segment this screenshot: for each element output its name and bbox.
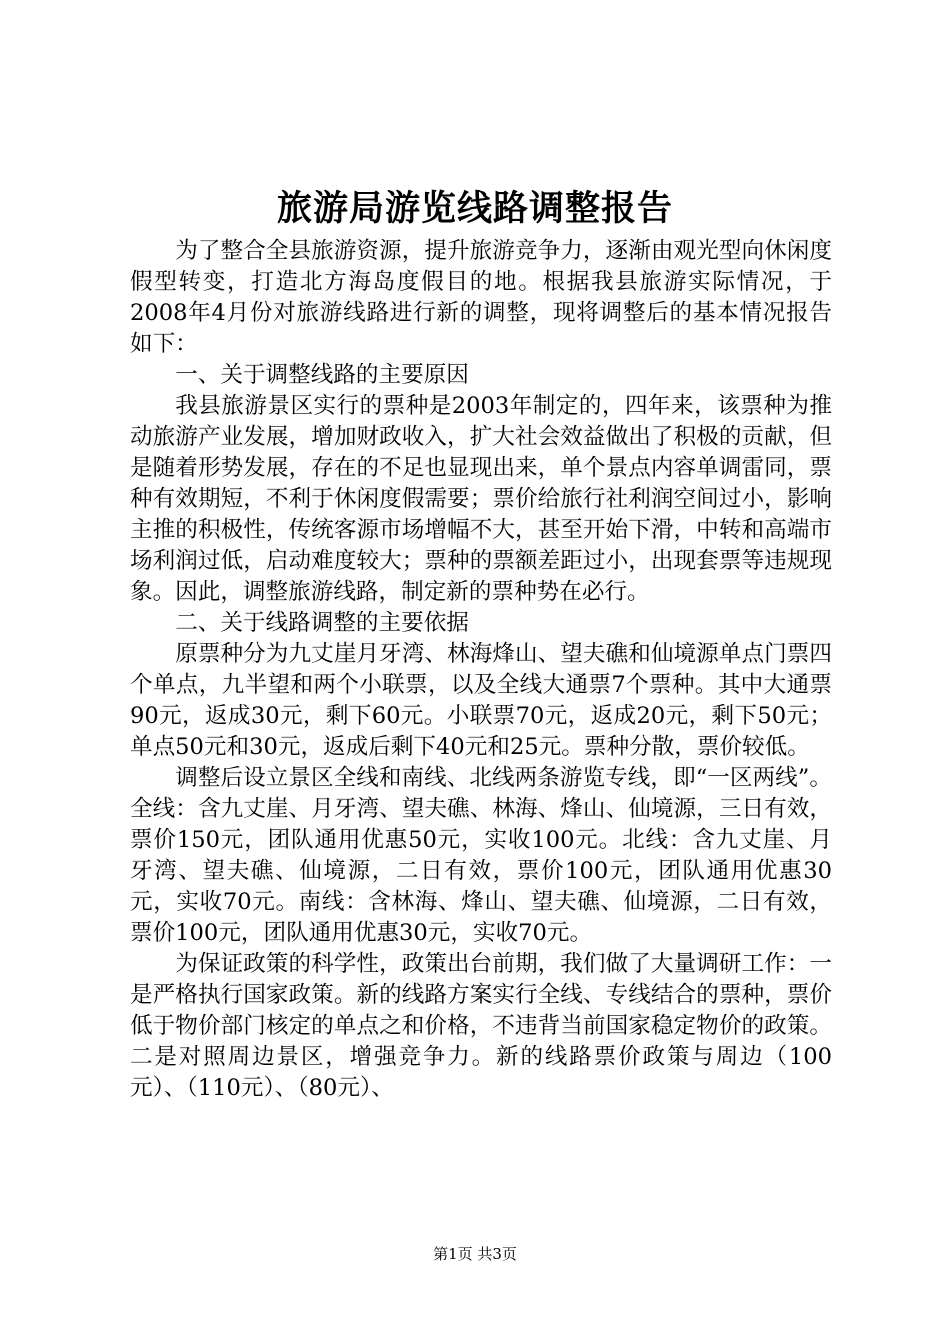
- page-footer: 第1页 共3页: [433, 1245, 517, 1263]
- section-heading-2: 二、关于线路调整的主要依据: [175, 610, 469, 636]
- paragraph-intro: 为了整合全县旅游资源，提升旅游竞争力，逐渐由观光型向休闲度假型转变，打造北方海岛度假目的地。根据我县旅游实际情况，于2008年4月份对旅游线路进行新的调整，现将调整后的基本情况报告如下：: [130, 238, 832, 357]
- document-body: [130, 236, 832, 1104]
- paragraph-new-routes: 调整后设立景区全线和南线、北线两条游览专线，即“一区两线”。全线：含九丈崖、月牙湾、望夫礁、林海、烽山、仙境源，三日有效，票价150元，团队通用优惠50元，实收100元。北线：含九丈崖、月牙湾、望夫礁、仙境源，二日有效，票价100元，团队通用优惠30元，实收70元。南线：含林海、烽山、望夫礁、仙境源，二日有效，票价100元，团队通用优惠30元，实收70元。: [130, 765, 832, 946]
- section-heading-1: 一、关于调整线路的主要原因: [175, 362, 469, 388]
- paragraph-original-tickets: 原票种分为九丈崖月牙湾、林海烽山、望夫礁和仙境源单点门票四个单点，九半望和两个小联票，以及全线大通票7个票种。其中大通票90元，返成30元，剩下60元。小联票70元，返成20元，剩下50元；单点50元和30元，返成后剩下40元和25元。票种分散，票价较低。: [130, 641, 832, 760]
- paragraph-research: 为保证政策的科学性，政策出台前期，我们做了大量调研工作：一是严格执行国家政策。新的线路方案实行全线、专线结合的票种，票价低于物价部门核定的单点之和价格，不违背当前国家稳定物价的政策。二是对照周边景区，增强竞争力。新的线路票价政策与周边（100元）、（110元）、（80元）、: [130, 951, 832, 1101]
- document-title: 旅游局游览线路调整报告: [276, 188, 673, 229]
- paragraph-reasons: 我县旅游景区实行的票种是2003年制定的，四年来，该票种为推动旅游产业发展，增加财政收入，扩大社会效益做出了积极的贡献，但是随着形势发展，存在的不足也显现出来，单个景点内容单调雷同，票种有效期短，不利于休闲度假需要；票价给旅行社利润空间过小，影响主推的积极性，传统客源市场增幅不大，甚至开始下滑，中转和高端市场利润过低，启动难度较大；票种的票额差距过小，出现套票等违规现象。因此，调整旅游线路，制定新的票种势在必行。: [130, 393, 832, 605]
